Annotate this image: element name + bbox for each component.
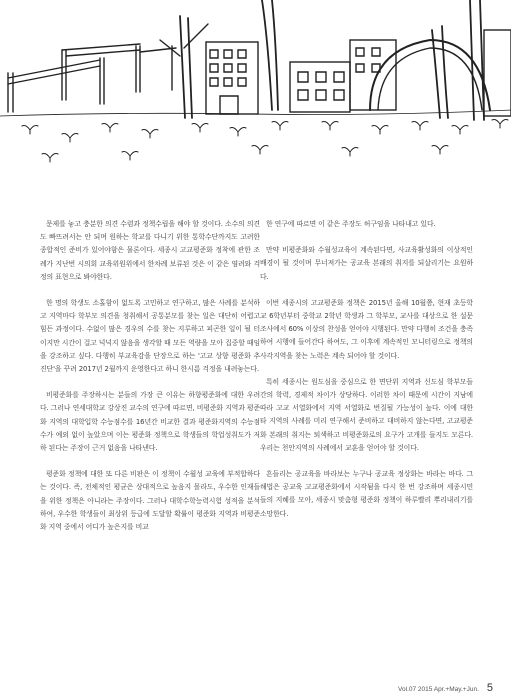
paragraph: 한 연구에 따르면 이 같은 주장도 허구임을 나타내고 있다. bbox=[266, 220, 436, 228]
paragraph: 만약 비평준화와 수월성교육이 계속된다면, 사교육활성화의 이상적인 배경이 될 것이며 무너져가는 공교육 본래의 취지를 되살리기는 요원하다. bbox=[260, 246, 473, 281]
building-drawing bbox=[206, 42, 258, 114]
article-right-column bbox=[260, 218, 473, 534]
paragraph: 한 명의 학생도 소홀함이 없도록 고민하고 연구하고, 많은 사례를 분석하고 지역마다 학부모 의견을 청취해서 공통분모를 찾는 일은 대단히 어렵고 힘든 과정이다. 수없이 많은 경우의 수를 찾는 지루하고 피곤한 일이 될 터이지만 시간이 걸고 넉넉지 않음을 생각할 때 모든 역량을 모아 집중할 때임을 강조하고 싶다. 다행히 부교육감을 단장으로 하는 '고교 상향 평준화 추진단'을 꾸려 2017년 2월까지 운영한다고 하니 한시름 걱정을 내려놓는다. bbox=[40, 299, 260, 374]
paragraph: 특히 세종시는 원도심을 중심으로 한 면단위 지역과 신도심 학부모들 간의 학력, 경제적 차이가 상당하다. 이러한 차이 때문에 시간이 지남에 따라 고교 서열화에서 지역 서열화로 번질될 가능성이 높다. 이에 대한 타 지역의 사례를 미리 연구해서 준비하고 대비하지 않는다면, 고교평준화 본래의 취지는 퇴색하고 비평준화로의 요구가 고개를 들지도 모른다. 우리는 천안지역의 사례에서 교훈을 얻어야 할 것이다. bbox=[260, 377, 473, 452]
paragraph: 흔들리는 공교육을 바라보는 누구나 공교육 정상화는 바라는 바다. 그 해법은 공교육 고교평준화에서 시작됨을 다시 한 번 강조하며 세종시민들의 지혜를 모아, 세종시 맞춤형 평준화 정책이 하루빨리 뿌리내리기를 소망한다. bbox=[260, 470, 473, 518]
header-illustration bbox=[0, 0, 511, 190]
paragraph: 비평준화를 주장하시는 분들의 가장 큰 이유는 하향평준화에 대한 우려다. 그러나 연세대학교 강상진 교수의 연구에 따르면, 비평준화 지역과 평준화 지역의 대학입학 수능점수를 16년간 비교한 결과 평준화지역의 수능점수가 예외 없이 높았으며 이는 평준화 정책으로 학생들의 학업성취도가 저하 된다는 주장이 근거 없음을 나타낸다. bbox=[40, 391, 260, 453]
sprouts-drawing bbox=[22, 120, 508, 163]
school-building-drawing bbox=[290, 40, 490, 112]
article-left-column bbox=[40, 218, 260, 547]
paragraph: 문제를 놓고 충분한 의견 수렴과 정책수립을 해야 할 것이다. 소수의 의견도 빠뜨려서는 안 되며 원하는 학교를 다니기 위한 통학수단까지도 고려한 종합적인 준비가 있어야함은 물론이다. 세종시 고교평준화 정착에 관한 조례가 지난번 시의회 교육위원위에서 한차례 보류된 것은 이 같은 염려와 걱정의 표현으로 봐야한다. bbox=[40, 220, 260, 281]
page-number: 5 bbox=[486, 682, 493, 694]
swing-set-drawing bbox=[8, 44, 176, 112]
paragraph: 평준화 정책에 대한 또 다른 비판은 이 정책이 수월성 교육에 부적합하다는 것이다. 즉, 전체적인 평균은 상대적으로 높음지 몰라도, 우수한 인재들을 위한 정책은 아니라는 주장이다. 그러나 대학수학능력시험 성적을 분석하여, 우수한 학생들이 최상위 등급에 도달할 확률이 평준화 지역과 비평준화 지역 중에서 어디가 높은지를 비교 bbox=[40, 470, 260, 532]
page-footer bbox=[398, 682, 493, 694]
tree-left-drawing bbox=[160, 16, 208, 118]
paragraph: 이번 세종시의 고교평준화 정책은 2015년 올해 10월쯤, 현재 초등학교 6학년부터 중학교 2학년 학생과 그 학부모, 교사를 대상으로 한 설문조사에서 60% 이상의 찬성을 얻어야 시행된다. 만약 다행히 조건을 충족하여 시행에 들어간다 하여도, 그 이후에 계속적인 모니터링으로 정책의 사각지역을 찾는 노력은 계속 되어야 할 것이다. bbox=[260, 298, 473, 360]
issue-label: Vol.07 2015 Apr.+May.+Jun. bbox=[398, 686, 479, 693]
